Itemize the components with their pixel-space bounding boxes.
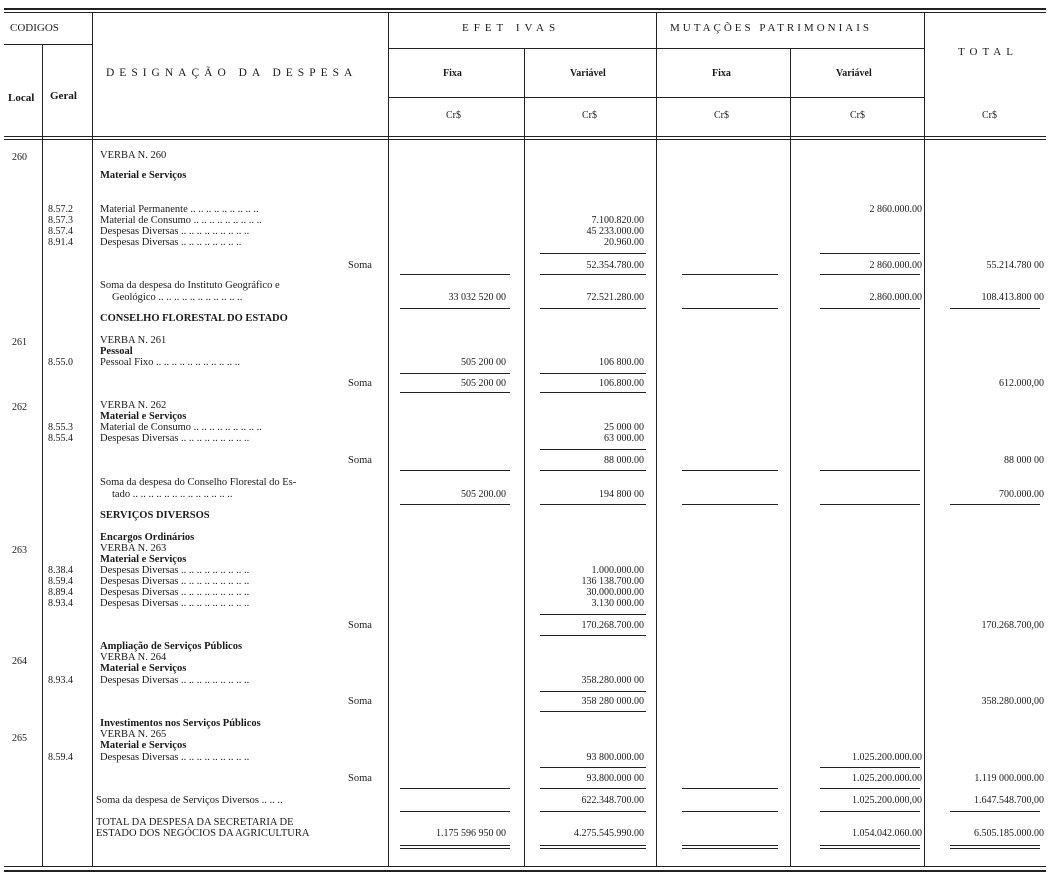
ef-var-value: 52.354.780.00 [586,260,644,271]
total-value: 700.000.00 [999,489,1044,500]
ef-var-value: 63 000.00 [604,433,644,444]
geral-code: 8.59.4 [48,576,73,587]
header-currency-4: Cr$ [850,110,865,121]
soma-label: Soma [348,773,372,784]
total-rule [682,504,778,505]
grand-total-rule [950,845,1040,846]
header-designacao: DESIGNAÇÃO DA DESPESA [106,67,358,79]
ef-var-value: 106.800.00 [599,378,644,389]
ef-var-value: 72.521.280.00 [586,292,644,303]
mut-var-value: 2 860.000.00 [869,260,922,271]
ef-var-value: 7.100.820.00 [591,215,644,226]
local-code: 260 [12,152,27,163]
subtotal-rule [540,274,646,275]
grand-total-rule [950,848,1040,849]
local-code: 261 [12,337,27,348]
header-total: TOTAL [958,46,1018,58]
line-item: Despesas Diversas .. .. .. .. .. .. .. .. .. [100,587,250,598]
geral-code: 8.57.2 [48,204,73,215]
subtotal-rule [540,470,646,471]
ef-var-value: 3.130 000.00 [591,598,644,609]
soma-label: Soma [348,260,372,271]
header-codigos: CODIGOS [10,22,59,34]
geral-code: 8.91.4 [48,237,73,248]
total-rule [540,308,646,309]
geral-code: 8.55.0 [48,357,73,368]
ef-var-value: 45 233.000.00 [586,226,644,237]
bottom-border [4,866,1046,867]
subtotal-rule [400,274,510,275]
summary-label: Soma da despesa do Instituto Geográfico e [100,280,280,291]
subtotal-rule [540,788,646,789]
subtotal-rule [540,691,646,692]
subtotal-rule [400,811,510,812]
mut-var-value: 1.025.200.000,00 [852,795,922,806]
soma-label: Soma [348,455,372,466]
total-rule [682,308,778,309]
subtotal-rule [820,274,920,275]
grand-total-rule [682,848,778,849]
verba-title: VERBA N. 265 [100,729,167,740]
ef-var-value: 106 800.00 [599,357,644,368]
header-bottom-border-2 [4,139,1046,140]
mut-var-value: 1.025.200.000.00 [852,752,922,763]
subtotal-rule [540,635,646,636]
subtotal-rule [540,449,646,450]
verba-title: VERBA N. 261 [100,335,167,346]
local-code: 265 [12,733,27,744]
header-currency-1: Cr$ [446,110,461,121]
verba-title: VERBA N. 264 [100,652,167,663]
col-sep-desc-fixa [388,12,389,866]
total-value: 88 000 00 [1004,455,1044,466]
ef-var-value: 170.268.700.00 [581,620,644,631]
soma-label: Soma [348,378,372,389]
subtotal-rule [540,811,646,812]
col-sep-efet-mut [656,12,657,866]
line-item: Despesas Diversas .. .. .. .. .. .. .. .. .. [100,598,250,609]
grand-total-rule [400,848,510,849]
efetivas-underline [388,48,656,49]
subtotal-rule [820,788,920,789]
line-item: Material de Consumo .. .. .. .. .. .. .. .. .. [100,215,262,226]
header-geral: Geral [50,90,77,102]
ef-var-value: 1.000.000.00 [591,565,644,576]
col-sep-mut-fixa-var [790,48,791,866]
header-efetivas: EFET IVAS [462,22,561,34]
ef-fixa-value: 33 032 520 00 [448,292,506,303]
geral-code: 8.55.4 [48,433,73,444]
subtotal-rule [400,788,510,789]
mut-var-value: 1.054.042.060.00 [852,828,922,839]
line-item: Despesas Diversas .. .. .. .. .. .. .. .. .. [100,576,250,587]
total-rule [820,308,920,309]
geral-code: 8.38.4 [48,565,73,576]
section-subtitle: Material e Serviços [100,663,187,674]
header-efetivas-variavel: Variável [570,68,606,79]
total-rule [820,504,920,505]
section-subtitle: Material e Serviços [100,740,187,751]
total-value: 170.268.700,00 [981,620,1044,631]
ef-fixa-value: 505 200.00 [461,489,506,500]
top-border-inner [4,12,1046,13]
ef-var-value: 30.000.000.00 [586,587,644,598]
header-efetivas-fixa: Fixa [443,68,462,79]
section-subtitle: Material e Serviços [100,411,187,422]
mut-var-value: 2 860.000.00 [869,204,922,215]
geral-code: 8.55.3 [48,422,73,433]
ef-var-value: 88 000.00 [604,455,644,466]
local-code: 263 [12,545,27,556]
subtotal-rule [540,373,646,374]
ef-var-value: 20.960.00 [604,237,644,248]
subtotal-rule [400,392,510,393]
top-border-outer [4,8,1046,10]
total-rule [540,504,646,505]
total-value: 1.119 000.000.00 [974,773,1044,784]
mut-var-value: 1.025.200.000.00 [852,773,922,784]
summary-label-cont: tado .. .. .. .. .. .. .. .. .. .. .. .. .. [112,489,233,500]
geral-code: 8.93.4 [48,598,73,609]
codigos-underline [4,44,92,45]
total-rule [400,308,510,309]
mut-var-value: 2.860.000.00 [869,292,922,303]
geral-code: 8.93.4 [48,675,73,686]
total-rule [950,504,1040,505]
summary-label-cont: Geológico .. .. .. .. .. .. .. .. .. .. .. [112,292,243,303]
line-item: Pessoal Fixo .. .. .. .. .. .. .. .. .. .. .. [100,357,241,368]
section-subtitle: Material e Serviços [100,554,187,565]
subtotal-rule [540,392,646,393]
total-value: 358.280.000,00 [981,696,1044,707]
grand-total-label: TOTAL DA DESPESA DA SECRETARIA DE [96,817,294,828]
col-sep-local-geral [42,44,43,866]
total-value: 108.413.800 00 [981,292,1044,303]
soma-label: Soma [348,696,372,707]
section-title: CONSELHO FLORESTAL DO ESTADO [100,313,288,324]
subtotal-rule [682,788,778,789]
grand-total-rule [400,845,510,846]
header-local: Local [8,92,35,104]
subtotal-rule [682,811,778,812]
header-mutacoes-variavel: Variável [836,68,872,79]
geral-code: 8.57.3 [48,215,73,226]
section-subtitle: Pessoal [100,346,133,357]
header-mutacoes: MUTAÇÕES PATRIMONIAIS [670,22,872,34]
subtotal-rule [400,470,510,471]
verba-title: VERBA N. 263 [100,543,167,554]
subtotal-rule [820,470,920,471]
ef-var-value: 358 280 000.00 [581,696,644,707]
section-subtitle: Material e Serviços [100,170,187,181]
geral-code: 8.89.4 [48,587,73,598]
header-currency-3: Cr$ [714,110,729,121]
col-sep-geral-desc [92,12,93,866]
grand-total-rule [682,845,778,846]
line-item: Despesas Diversas .. .. .. .. .. .. .. .. .. [100,675,250,686]
grand-total-rule [820,848,920,849]
subtotal-rule [950,811,1040,812]
section-title: SERVIÇOS DIVERSOS [100,510,210,521]
ef-var-value: 194 800 00 [599,489,644,500]
subtotal-rule [540,767,646,768]
grand-total-rule [820,845,920,846]
ef-var-value: 4.275.545.990.00 [574,828,644,839]
ef-var-value: 93.800.000 00 [586,773,644,784]
line-item: Material de Consumo .. .. .. .. .. .. .. .. .. [100,422,262,433]
total-rule [950,308,1040,309]
total-value: 612.000,00 [999,378,1044,389]
subtotal-rule [820,811,920,812]
verba-title: VERBA N. 262 [100,400,167,411]
geral-code: 8.59.4 [48,752,73,763]
line-item: Despesas Diversas .. .. .. .. .. .. .. .. [100,237,242,248]
total-rule [400,504,510,505]
col-sep-mut-total [924,12,925,866]
line-item: Material Permanente .. .. .. .. .. .. .. .. .. [100,204,259,215]
section-subtitle: Encargos Ordinários [100,532,195,543]
subtotal-rule [540,614,646,615]
summary-label: Soma da despesa de Serviços Diversos .. .. .. [96,795,283,806]
ef-var-value: 136 138.700.00 [581,576,644,587]
section-subtitle: Ampliação de Serviços Públicos [100,641,243,652]
ef-fixa-value: 505 200 00 [461,378,506,389]
subtotal-rule [820,767,920,768]
local-code: 262 [12,402,27,413]
subtotal-rule [682,274,778,275]
section-subtitle: Investimentos nos Serviços Públicos [100,718,261,729]
col-sep-fixa-var [524,48,525,866]
ef-var-value: 622.348.700.00 [581,795,644,806]
subtotal-rule [540,253,646,254]
grand-total-rule [540,848,646,849]
total-value: 55.214.780 00 [986,260,1044,271]
geral-code: 8.57.4 [48,226,73,237]
grand-total-label-cont: ESTADO DOS NEGÓCIOS DA AGRICULTURA [96,828,310,839]
header-bottom-border [4,136,1046,137]
header-mutacoes-fixa: Fixa [712,68,731,79]
total-value: 6.505.185.000.00 [974,828,1044,839]
header-currency-5: Cr$ [982,110,997,121]
subtotal-rule [682,470,778,471]
ef-fixa-value: 1.175 596 950 00 [436,828,506,839]
bottom-border-outer [4,870,1046,872]
line-item: Despesas Diversas .. .. .. .. .. .. .. .. .. [100,433,250,444]
subtotal-rule [820,253,920,254]
ef-var-value: 25 000 00 [604,422,644,433]
header-currency-2: Cr$ [582,110,597,121]
local-code: 264 [12,656,27,667]
ef-var-value: 358.280.000 00 [581,675,644,686]
summary-label: Soma da despesa do Conselho Florestal do Es- [100,477,297,488]
subtotal-rule [400,373,510,374]
ef-fixa-value: 505 200 00 [461,357,506,368]
line-item: Despesas Diversas .. .. .. .. .. .. .. .. .. [100,752,250,763]
verba-title: VERBA N. 260 [100,150,167,161]
grand-total-rule [540,845,646,846]
line-item: Despesas Diversas .. .. .. .. .. .. .. .. .. [100,565,250,576]
ef-var-value: 93 800.000.00 [586,752,644,763]
soma-label: Soma [348,620,372,631]
subtotal-rule [540,711,646,712]
line-item: Despesas Diversas .. .. .. .. .. .. .. .. .. [100,226,250,237]
total-value: 1.647.548.700,00 [974,795,1044,806]
